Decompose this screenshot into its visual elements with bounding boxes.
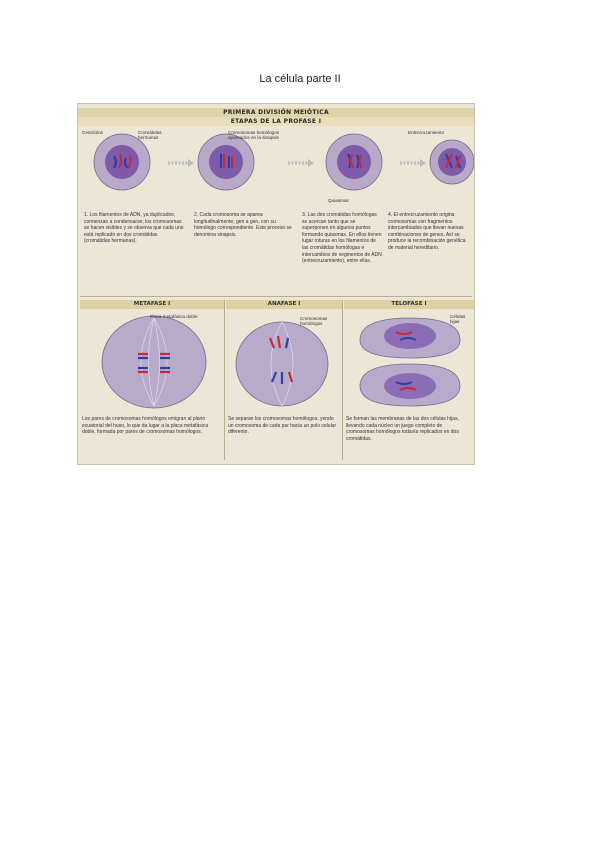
prophase-step-2: 2. Cada cromosoma se aparea longitudinalmente, gen a gen, con su homólogo correspondiente. Este proceso se denomina sinapsis.	[194, 212, 292, 238]
prophase-step-4: 4. El entrecruzamiento origina cromosomas con fragmentos intercambiados que llevan nuevas combinaciones de genes. Así se produce la recombinación genética de material hereditario.	[388, 212, 466, 251]
label-metaphase-plate: Placa metafásica doble	[150, 314, 198, 319]
label-homologous: Cromosomas homólogos apareados en la sinapsis	[228, 130, 280, 141]
anaphase-cell	[232, 314, 336, 410]
anaphase-title: ANAFASE I	[226, 300, 342, 309]
prophase-step-1: 1. Los filamentos de ADN, ya duplicados, comienzan a condensarse; los cromosomas se hacen visibles y se observa que cada uno está replicado en dos cromátidas (cromátidas hermanas).	[84, 212, 184, 245]
label-daughter-cells: Células hijas	[450, 314, 466, 325]
metaphase-cell	[98, 312, 210, 410]
prophase-step-3: 3. Las dos cromátidas homólogas se acercan tanto que se superponen en algunos puntos formando quiasmas. En ellos tienen lugar roturas en los filamentos de las cromátidas homólogas e intercambios de segmentos de ADN (entrecruzamiento), entre ellas.	[302, 212, 382, 265]
arrow-3	[398, 158, 428, 168]
label-chromatids: Cromátidas hermanas	[138, 130, 162, 141]
figure-header: PRIMERA DIVISIÓN MEIÓTICA	[78, 108, 474, 117]
prophase-cell-2	[196, 132, 256, 192]
metaphase-title: METAFASE I	[80, 300, 224, 309]
prophase-cell-4	[428, 132, 474, 192]
figure-subheader: ETAPAS DE LA PROFASE I	[78, 117, 474, 126]
label-centrioles: Centríolos	[82, 130, 103, 135]
prophase-cell-3	[324, 132, 384, 192]
label-chiasmata: Quiasmas	[328, 198, 349, 203]
arrow-2	[286, 158, 316, 168]
telophase-text: Se forman las membranas de las dos células hijas, llevando cada núcleo un juego completo de cromosomas homólogos todavía replicados en dos cromátidas.	[346, 416, 459, 442]
telophase-title: TELOFASE I	[344, 300, 474, 309]
label-anaphase-homologous: Cromosomas homólogos	[300, 316, 328, 327]
label-crossing: Entrecruzamiento	[408, 130, 445, 135]
section-divider	[80, 296, 472, 297]
page-title: La célula parte II	[259, 73, 341, 85]
arrow-1	[166, 158, 196, 168]
anaphase-text: Se separan los cromosomas homólogos, yendo un cromosoma de cada par hacia un polo celular diferente.	[228, 416, 337, 436]
prophase-cell-1	[92, 132, 152, 192]
meiosis-figure	[77, 103, 475, 465]
panel-divider-1	[224, 300, 225, 460]
metaphase-text: Los pares de cromosomas homólogos emigran al plano ecuatorial del huso, lo que da lugar a la placa metafásica doble, formada por pares de cromosomas homólogos.	[82, 416, 209, 436]
telophase-cells	[350, 312, 470, 412]
